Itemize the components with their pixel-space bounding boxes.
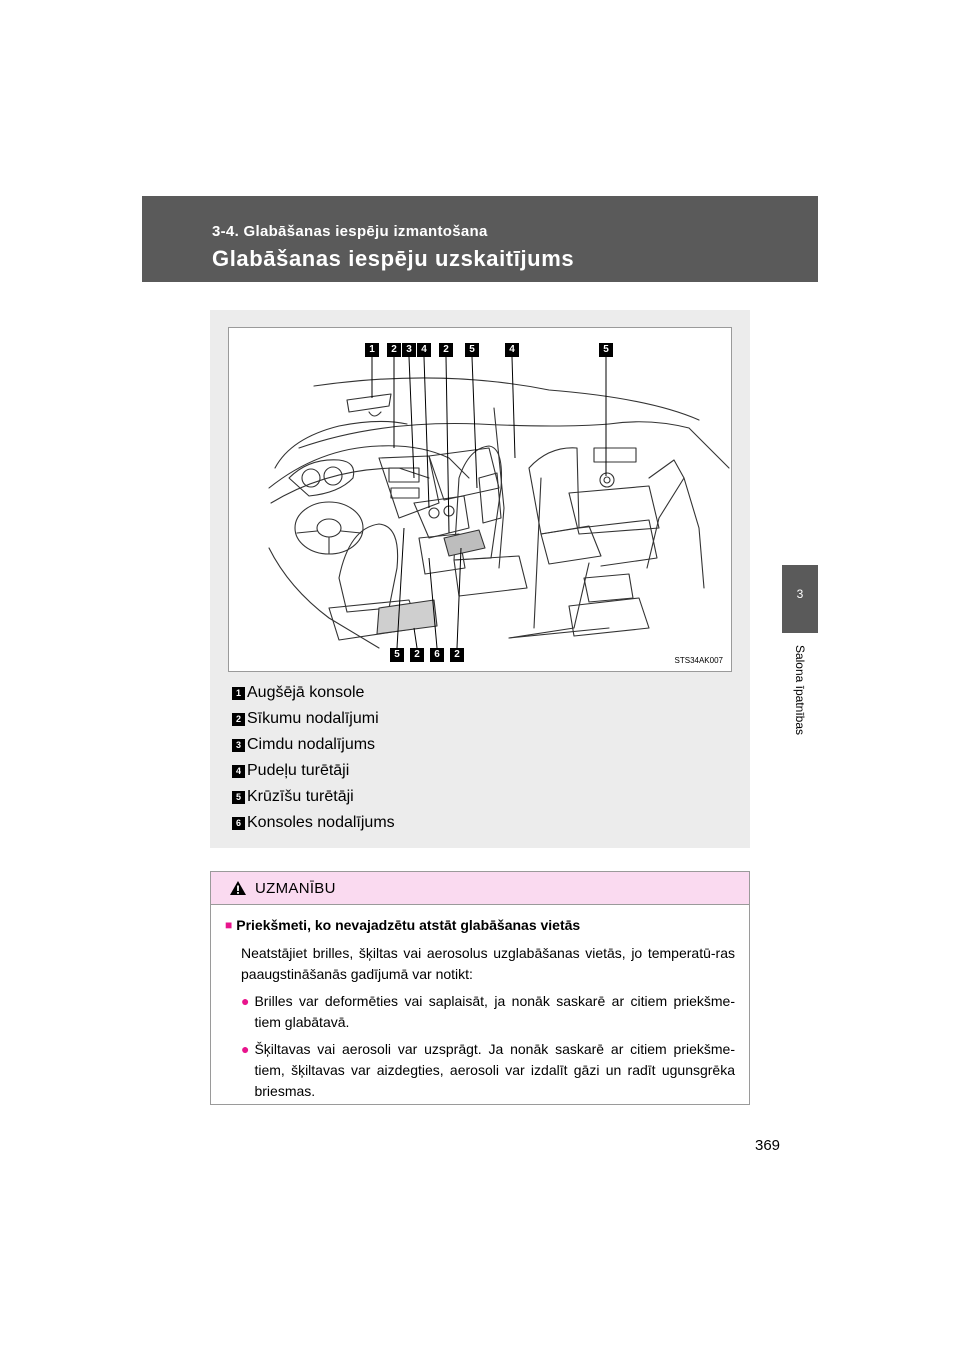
- caution-box: [210, 871, 750, 1105]
- caution-bullet: [241, 1039, 735, 1102]
- bullet-dot-icon: ●: [241, 1041, 250, 1057]
- legend-list: [232, 680, 732, 836]
- legend-item: [232, 680, 732, 706]
- legend-item: [232, 784, 732, 810]
- chapter-number: 3: [796, 587, 804, 601]
- legend-number: 5: [232, 791, 245, 804]
- legend-label: Cimdu nodalījums: [247, 736, 376, 753]
- callout-leader-lines: [229, 328, 731, 671]
- caution-bullet-text: Šķiltavas vai aerosoli var uzsprāgt. Ja nonāk saskarē ar citiem priekšme-tiem, šķiltavas var aizdegties, aerosoli var izdalīt gāzi un radīt ugunsgrēka briesmas.: [254, 1041, 735, 1099]
- bullet-dot-icon: ●: [241, 993, 250, 1009]
- legend-label: Sīkumu nodalījumi: [247, 710, 379, 727]
- legend-label: Konsoles nodalījums: [247, 814, 395, 831]
- legend-item: [232, 732, 732, 758]
- legend-label: Augšējā konsole: [247, 684, 365, 701]
- illustration-panel: [210, 310, 750, 848]
- legend-label: Pudeļu turētāji: [247, 762, 350, 779]
- callout-top: 2: [439, 343, 453, 357]
- legend-number: 2: [232, 713, 245, 726]
- legend-item: [232, 706, 732, 732]
- callout-top: 3: [402, 343, 416, 357]
- callout-bottom: 2: [410, 648, 424, 662]
- figure-code: STS34AK007: [674, 656, 723, 665]
- page-header: [142, 196, 818, 282]
- caution-header: [211, 872, 749, 905]
- callout-top: 4: [417, 343, 431, 357]
- car-interior-diagram: [228, 327, 732, 672]
- caution-subtitle-row: [225, 915, 735, 936]
- caution-bullet: [241, 991, 735, 1033]
- caution-body: [211, 905, 749, 1102]
- callout-top: 5: [599, 343, 613, 357]
- legend-label: Krūzīšu turētāji: [247, 788, 354, 805]
- legend-item: [232, 758, 732, 784]
- section-title: 3-4. Glabāšanas iespēju izmantošana: [212, 223, 488, 240]
- callout-top: 5: [465, 343, 479, 357]
- chapter-tab: [782, 565, 818, 633]
- legend-number: 1: [232, 687, 245, 700]
- page-number: 369: [755, 1137, 781, 1154]
- legend-number: 3: [232, 739, 245, 752]
- caution-intro: Neatstājiet brilles, šķiltas vai aerosolus uzglabāšanas vietās, jo temperatū-ras paaugstināšanās gadījumā var notikt:: [241, 945, 735, 982]
- page-title: Glabāšanas iespēju uzskaitījums: [212, 246, 575, 271]
- callout-top: 2: [387, 343, 401, 357]
- chapter-label: Salona īpatnības: [793, 644, 807, 736]
- callout-bottom: 5: [390, 648, 404, 662]
- callout-top: 1: [365, 343, 379, 357]
- square-bullet-icon: ■: [225, 918, 233, 932]
- legend-item: [232, 810, 732, 836]
- caution-subtitle: Priekšmeti, ko nevajadzētu atstāt glabāšanas vietās: [236, 917, 581, 933]
- caution-bullet-text: Brilles var deformēties vai saplaisāt, ja nonāk saskarē ar citiem priekšme-tiem glabātavā.: [254, 993, 735, 1030]
- callout-bottom: 6: [430, 648, 444, 662]
- legend-number: 4: [232, 765, 245, 778]
- callout-bottom: 2: [450, 648, 464, 662]
- callout-top: 4: [505, 343, 519, 357]
- warning-icon: [229, 880, 247, 896]
- legend-number: 6: [232, 817, 245, 830]
- caution-title: UZMANĪBU: [255, 879, 336, 897]
